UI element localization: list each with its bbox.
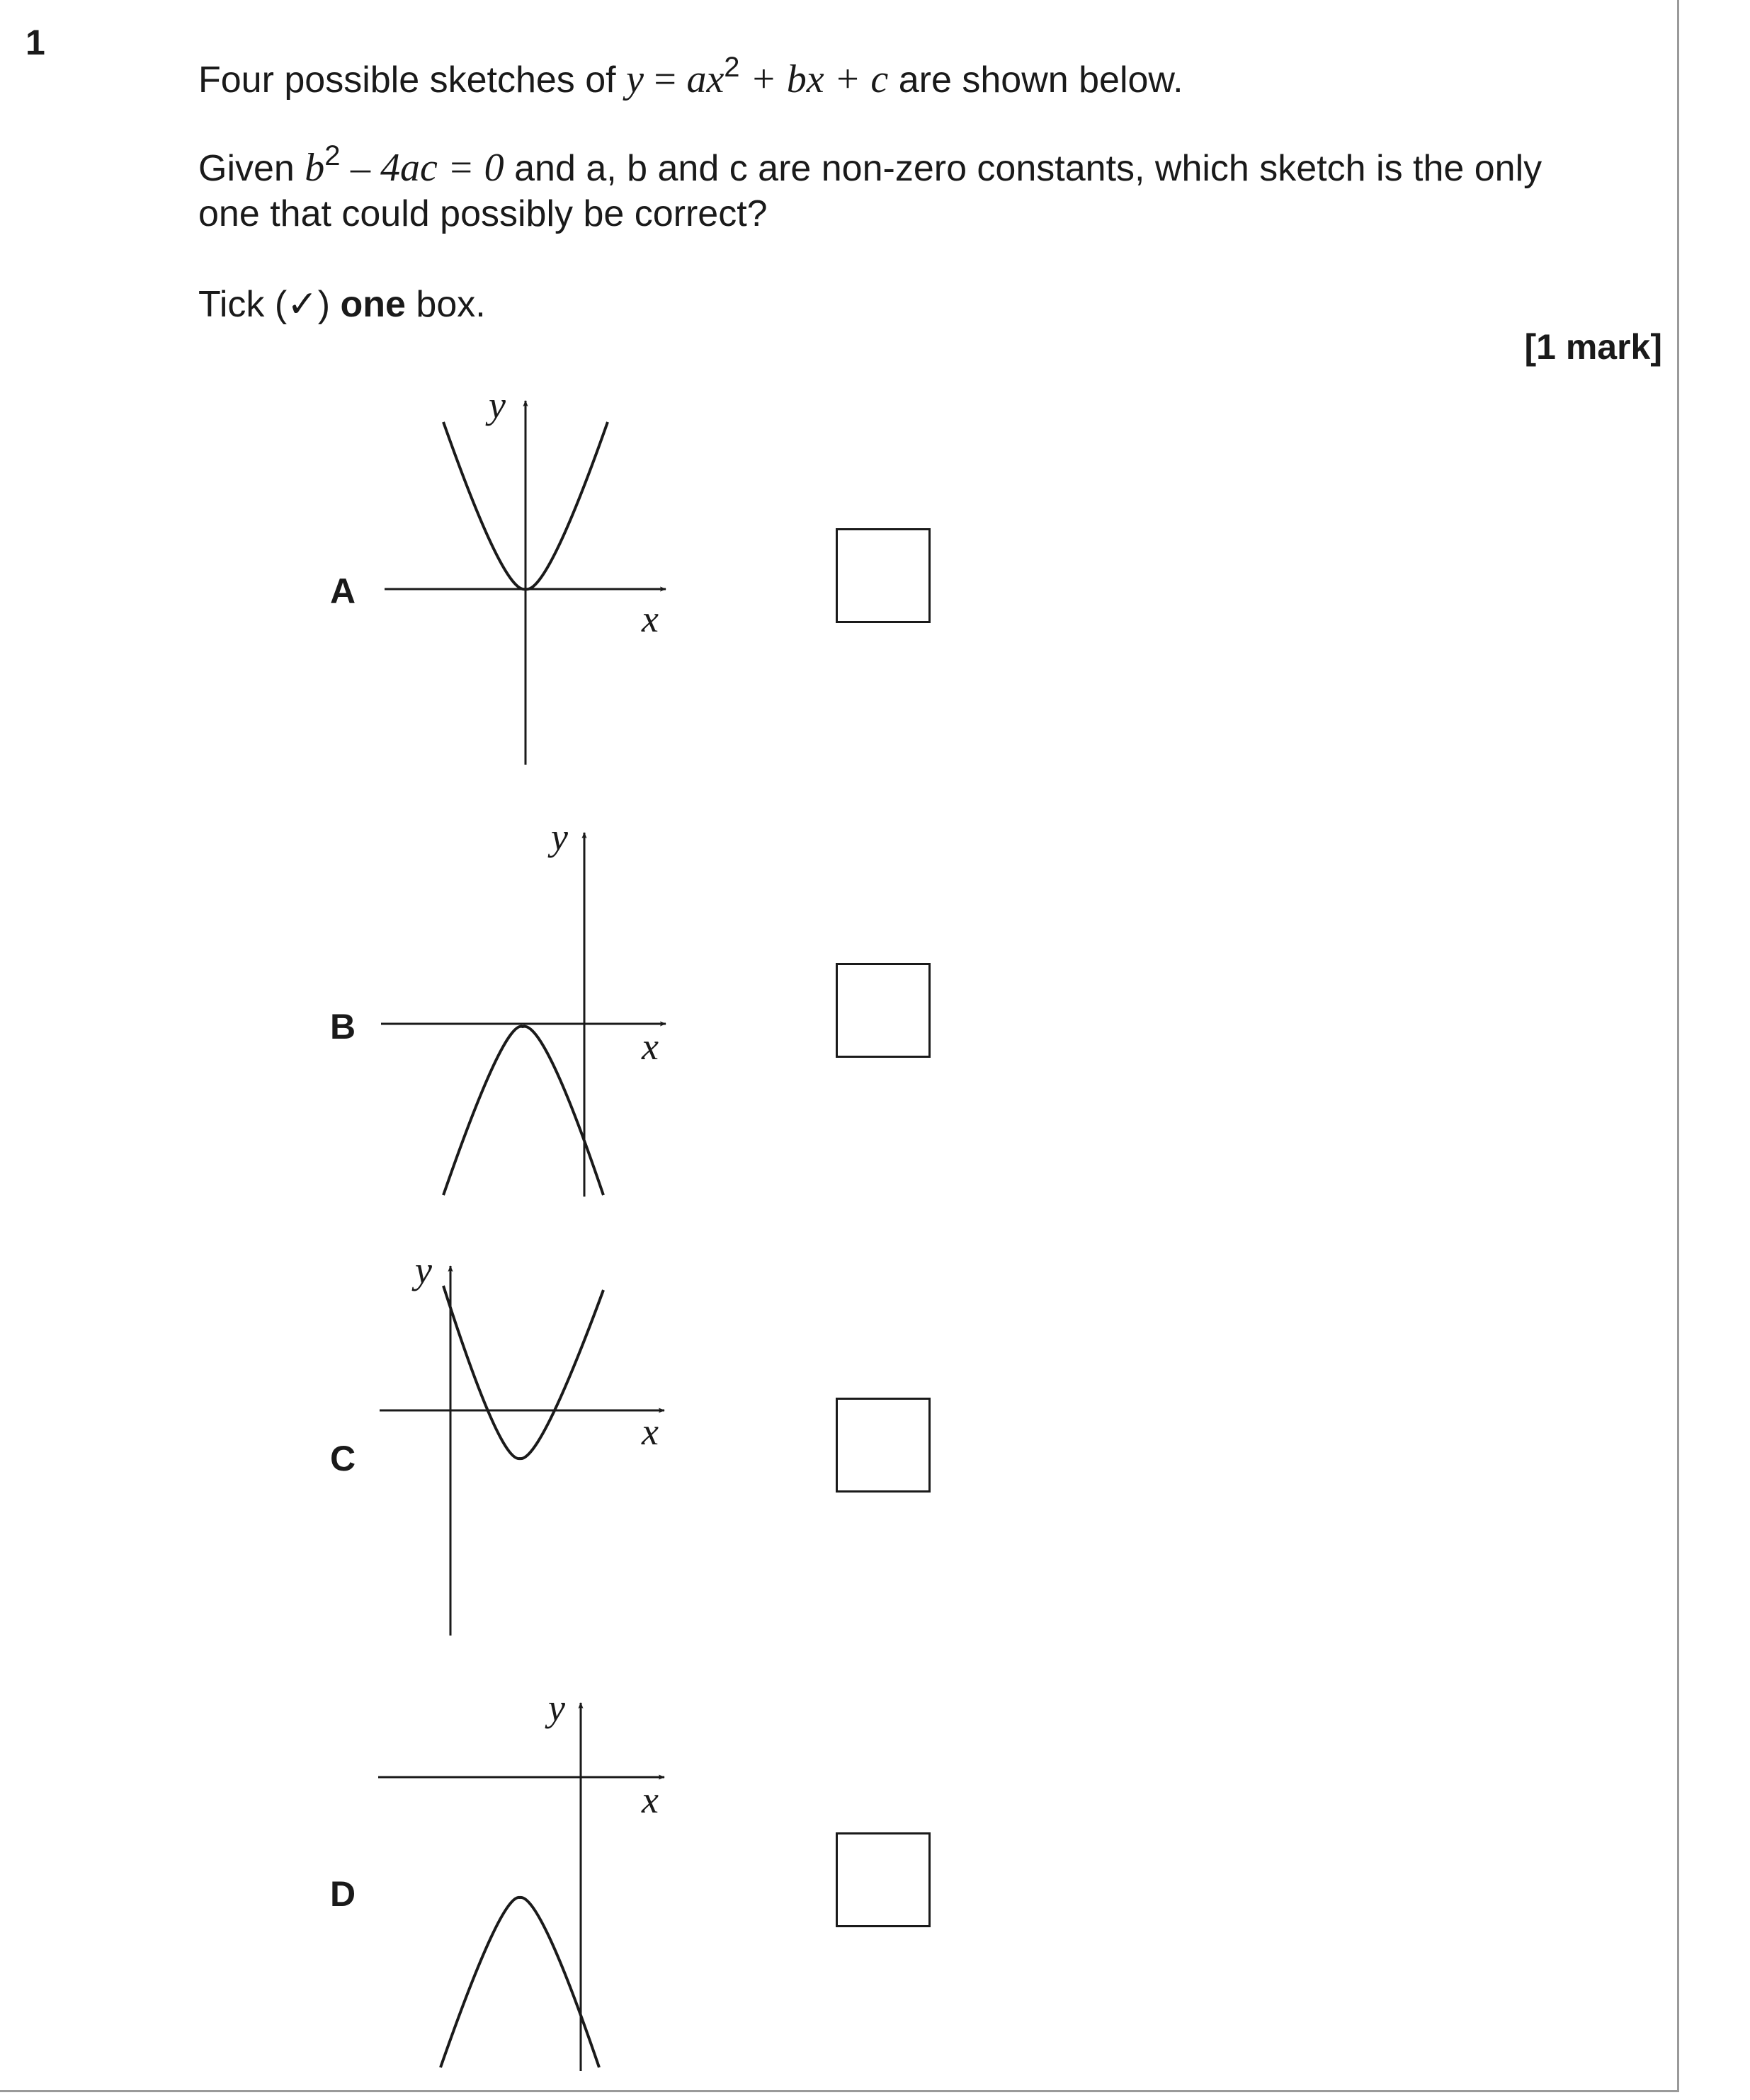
option-label-c: C: [330, 1439, 356, 1478]
discriminant-rest: – 4ac = 0: [351, 146, 504, 190]
sketch-d-x-label: x: [642, 1779, 659, 1821]
option-label-a: A: [330, 571, 356, 611]
sketch-c-curve: [443, 1286, 603, 1459]
question-line-2-post: and a, b and c are non-zero constants, which sketch is the only: [514, 148, 1542, 189]
question-line-1-post: are shown below.: [898, 59, 1183, 101]
sketch-a: [385, 384, 666, 765]
sketch-d: [378, 1687, 664, 2071]
question-line-1-pre: Four possible sketches of: [198, 59, 616, 101]
sketch-a-y-label: y: [489, 384, 506, 426]
sketch-a-x-label: x: [642, 598, 659, 640]
sketch-b-y-label: y: [551, 816, 568, 858]
question-line-2-pre: Given: [198, 148, 295, 189]
sketch-c-x-label: x: [642, 1410, 659, 1453]
question-number: 1: [25, 23, 45, 62]
sketch-c-y-label: y: [415, 1249, 432, 1291]
sketch-b-curve: [443, 1027, 603, 1195]
discriminant-exponent: 2: [324, 140, 341, 171]
option-label-d: D: [330, 1874, 356, 1914]
sketch-d-y-label: y: [548, 1687, 565, 1729]
tick-instruction-bold: one: [340, 284, 406, 325]
option-label-b: B: [330, 1007, 356, 1046]
sketch-c: [380, 1249, 664, 1636]
question-line-3: one that could possibly be correct?: [198, 193, 768, 234]
equation-exponent: 2: [724, 52, 740, 83]
equation-ax: ax: [686, 57, 725, 101]
sketch-b-x-label: x: [642, 1025, 659, 1068]
equation-rest: + bx + c: [750, 57, 889, 101]
marks-label: [1 mark]: [1524, 327, 1662, 367]
sketch-b: [381, 816, 666, 1197]
equation-y: y: [626, 57, 644, 101]
sketch-d-curve: [441, 1898, 599, 2067]
tick-instruction-pre: Tick (✓): [198, 284, 331, 325]
tick-instruction-post: box.: [416, 284, 486, 325]
equation-equals: =: [654, 57, 676, 101]
discriminant-b: b: [305, 146, 325, 190]
